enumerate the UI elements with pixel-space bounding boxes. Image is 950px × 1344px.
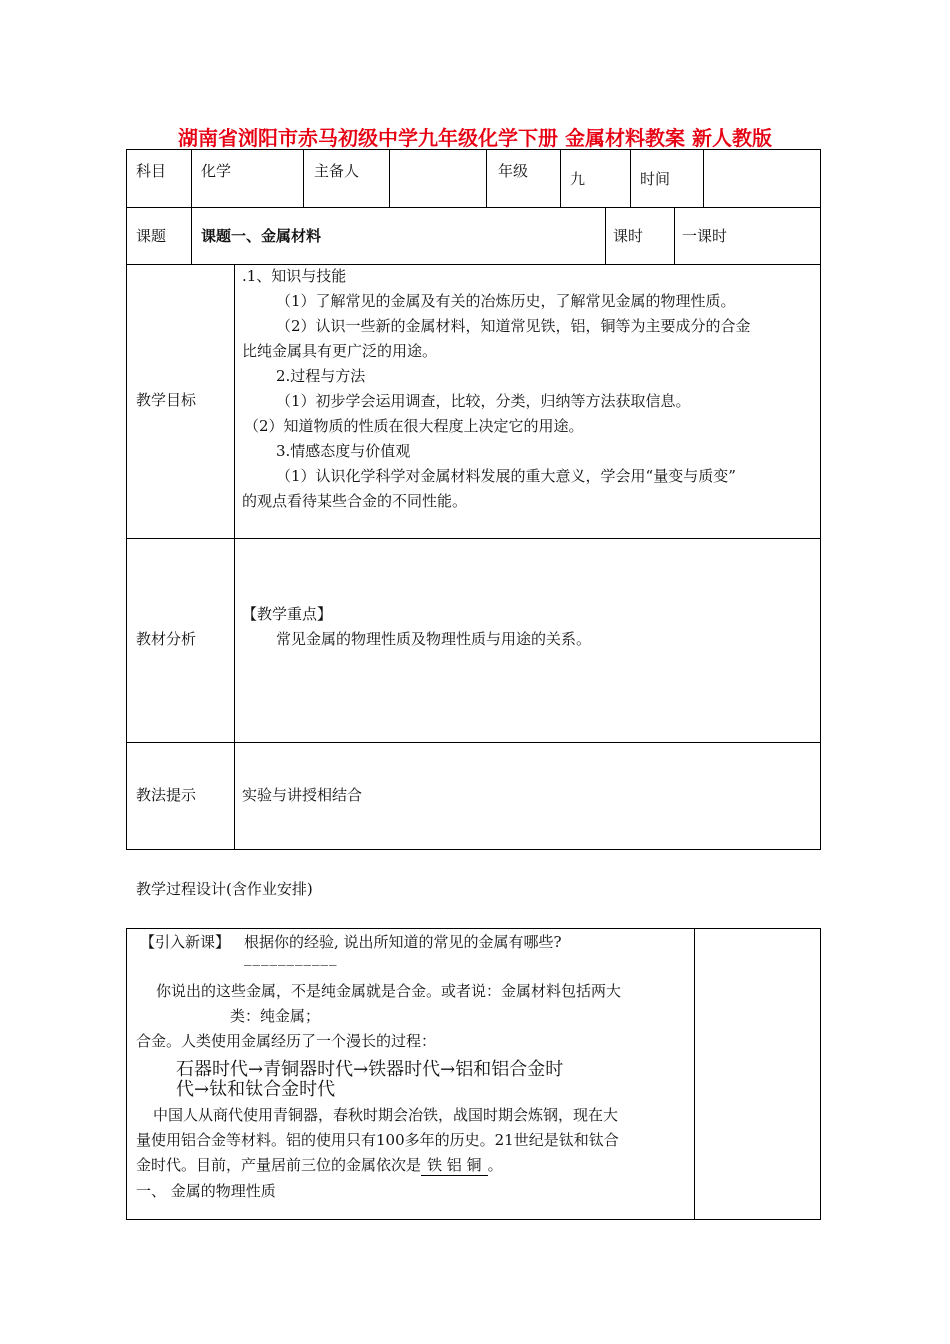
period-value: 一课时 [682, 227, 728, 245]
objectives-line-4: 比纯金属具有更广泛的用途。 [242, 342, 438, 360]
grade-label: 年级 [498, 162, 529, 180]
method-text: 实验与讲授相结合 [242, 786, 363, 804]
analysis-label: 教材分析 [136, 630, 197, 648]
objectives-line-8: 3.情感态度与价值观 [276, 442, 411, 460]
analysis-heading: 【教学重点】 [242, 605, 333, 623]
preparer-label: 主备人 [314, 162, 360, 180]
process-line-5: 量使用铝合金等材料。铝的使用只有100多年的历史。21世纪是钛和钛合 [136, 1131, 619, 1149]
process-heading: 教学过程设计(含作业安排) [136, 880, 313, 898]
intro-tag: 【引入新课】 [140, 933, 231, 951]
analysis-text: 常见金属的物理性质及物理性质与用途的关系。 [276, 630, 592, 648]
objectives-line-6: （1）初步学会运用调查，比较，分类，归纳等方法获取信息。 [276, 392, 691, 410]
process-line-2: 类：纯金属； [230, 1007, 321, 1025]
process-line-6-suffix: 。 [487, 1156, 503, 1174]
topic-label: 课题 [136, 227, 167, 245]
objectives-line-5: 2.过程与方法 [276, 367, 366, 385]
objectives-line-1: .1、知识与技能 [242, 267, 347, 285]
objectives-line-2: （1）了解常见的金属及有关的冶炼历史，了解常见金属的物理性质。 [276, 292, 736, 310]
ages-line-1: 石器时代→青铜器时代→铁器时代→铝和铝合金时 [176, 1059, 564, 1080]
method-label: 教法提示 [136, 786, 197, 804]
topic-value: 课题一、金属材料 [201, 227, 322, 245]
process-line-4: 中国人从商代使用青铜器，春秋时期会冶铁，战国时期会炼钢，现在大 [153, 1106, 619, 1124]
subject-label: 科目 [136, 162, 167, 180]
document-title: 湖南省浏阳市赤马初级中学九年级化学下册 金属材料教案 新人教版 [178, 126, 772, 150]
metal-ranking-answer: 铁 铝 铜 [421, 1156, 488, 1176]
objectives-line-3: （2）认识一些新的金属材料，知道常见铁，铝，铜等为主要成分的合金 [276, 317, 751, 335]
objectives-line-9: （1）认识化学科学对金属材料发展的重大意义，学会用“量变与质变” [276, 467, 736, 485]
ages-line-2: 代→钛和钛合金时代 [176, 1079, 336, 1100]
period-label: 课时 [613, 227, 644, 245]
objectives-line-7: （2）知道物质的性质在很大程度上决定它的用途。 [244, 417, 584, 435]
process-line-6-prefix: 金时代。目前，产量居前三位的金属依次是 [136, 1156, 422, 1174]
process-line-6 [136, 1158, 503, 1173]
objectives-line-10: 的观点看待某些合金的不同性能。 [242, 492, 468, 510]
intro-question: 根据你的经验, 说出所知道的常见的金属有哪些? [244, 933, 562, 951]
grade-value: 九 [570, 170, 586, 188]
time-label: 时间 [640, 170, 671, 188]
subject-value: 化学 [201, 162, 232, 180]
lesson-info-table [126, 149, 821, 850]
answer-blank: ___________ [244, 948, 338, 966]
process-line-3: 合金。人类使用金属经历了一个漫长的过程： [136, 1032, 437, 1050]
objectives-label: 教学目标 [136, 391, 197, 409]
section-title: 一、 金属的物理性质 [136, 1182, 276, 1200]
process-line-1: 你说出的这些金属，不是纯金属就是合金。或者说：金属材料包括两大 [156, 982, 622, 1000]
